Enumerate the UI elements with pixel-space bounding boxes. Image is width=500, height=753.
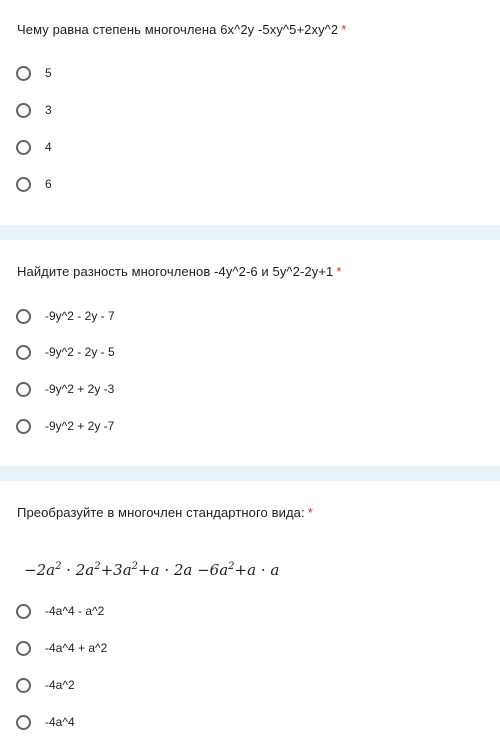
option-radio[interactable] bbox=[16, 416, 114, 436]
option-label: -4a^4 bbox=[45, 715, 75, 729]
option-radio[interactable] bbox=[16, 306, 115, 326]
question-title bbox=[17, 264, 342, 279]
radio-circle-icon[interactable] bbox=[16, 177, 31, 192]
radio-circle-icon[interactable] bbox=[16, 309, 31, 324]
option-radio[interactable] bbox=[16, 712, 75, 732]
question-card-3 bbox=[0, 481, 500, 753]
radio-circle-icon[interactable] bbox=[16, 715, 31, 730]
option-label: -9y^2 + 2y -7 bbox=[45, 419, 115, 433]
option-label: -4a^4 - a^2 bbox=[45, 604, 105, 618]
required-mark: * bbox=[341, 22, 347, 37]
option-label: -9y^2 + 2y -3 bbox=[45, 382, 115, 396]
option-label: 5 bbox=[45, 66, 52, 80]
question-text: Найдите разность многочленов -4y^2-6 и 5y^2-2y+1 bbox=[17, 264, 334, 279]
question-title bbox=[17, 22, 346, 37]
radio-circle-icon[interactable] bbox=[16, 66, 31, 81]
option-radio[interactable] bbox=[16, 342, 115, 362]
required-mark: * bbox=[336, 264, 342, 279]
option-radio[interactable] bbox=[16, 100, 52, 120]
question-text: Преобразуйте в многочлен стандартного вида: bbox=[17, 505, 305, 520]
question-text: Чему равна степень многочлена 6x^2y -5xy^5+2xy^2 bbox=[17, 22, 339, 37]
radio-circle-icon[interactable] bbox=[16, 419, 31, 434]
option-radio[interactable] bbox=[16, 675, 75, 695]
question-card-2 bbox=[0, 240, 500, 466]
required-mark: * bbox=[307, 505, 313, 520]
option-label: -9y^2 - 2y - 7 bbox=[45, 309, 115, 323]
option-radio[interactable] bbox=[16, 174, 52, 194]
option-label: -9y^2 - 2y - 5 bbox=[45, 345, 115, 359]
option-radio[interactable] bbox=[16, 638, 107, 658]
radio-circle-icon[interactable] bbox=[16, 641, 31, 656]
option-radio[interactable] bbox=[16, 601, 104, 621]
radio-circle-icon[interactable] bbox=[16, 345, 31, 360]
radio-circle-icon[interactable] bbox=[16, 382, 31, 397]
question-card-1 bbox=[0, 0, 500, 225]
option-label: 4 bbox=[45, 140, 52, 154]
option-radio[interactable] bbox=[16, 63, 52, 83]
question-title bbox=[17, 505, 313, 520]
radio-circle-icon[interactable] bbox=[16, 604, 31, 619]
option-label: 3 bbox=[45, 103, 52, 117]
option-label: -4a^2 bbox=[45, 678, 75, 692]
radio-circle-icon[interactable] bbox=[16, 140, 31, 155]
radio-circle-icon[interactable] bbox=[16, 103, 31, 118]
option-radio[interactable] bbox=[16, 379, 114, 399]
option-label: 6 bbox=[45, 177, 52, 191]
option-radio[interactable] bbox=[16, 137, 52, 157]
radio-circle-icon[interactable] bbox=[16, 678, 31, 693]
formula-expression: $-2a^2 \cdot 2a^2+3a^2+a \cdot 2a -6a^2+a \cdot a$ bbox=[24, 561, 280, 579]
option-label: -4a^4 + a^2 bbox=[45, 641, 108, 655]
